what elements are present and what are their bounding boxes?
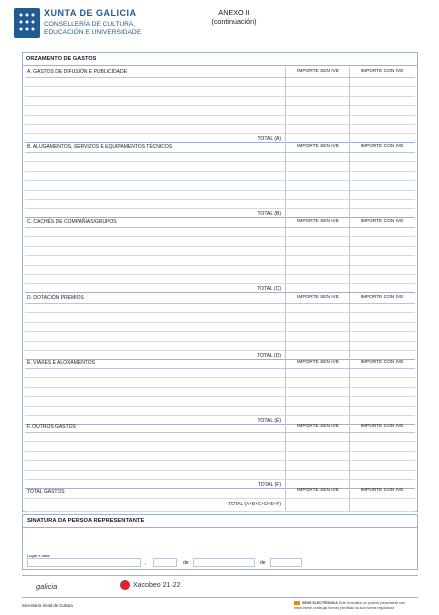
table-row[interactable] (25, 97, 415, 106)
budget-section-e (25, 358, 415, 425)
org-name: XUNTA DE GALICIA (44, 8, 137, 18)
table-row[interactable] (25, 332, 415, 341)
table-row[interactable] (25, 247, 415, 256)
galicia-logo: galicia (36, 582, 58, 591)
col-header-con-ive: IMPORTE CON IVE (360, 360, 404, 365)
section-header (25, 142, 415, 153)
col-header-sen-ive: IMPORTE SEN IVE (296, 219, 340, 224)
col-header-con-ive: IMPORTE CON IVE (360, 69, 404, 74)
table-row[interactable] (25, 200, 415, 209)
sum-col-sen-ive: IMPORTE SEN IVE (296, 488, 340, 493)
table-row[interactable] (25, 461, 415, 470)
section-rows (25, 78, 415, 134)
table-row[interactable] (25, 181, 415, 190)
place-date-label: Lugar e data (27, 553, 50, 558)
section-header (25, 422, 415, 433)
electronic-note: SEDE ELECTRÓNICA Este formulario só poderá presentarse nas https://sede.xunta.gal formas previstas na súa norma reguladora (294, 601, 405, 610)
table-row[interactable] (25, 116, 415, 125)
table-row[interactable] (25, 78, 415, 87)
table-row[interactable] (25, 125, 415, 134)
section-rows (25, 369, 415, 416)
section-header (25, 67, 415, 78)
section-total-label: TOTAL (D) (257, 352, 281, 359)
col-header-con-ive: IMPORTE CON IVE (360, 295, 404, 300)
section-total-label: TOTAL (C) (257, 286, 281, 293)
col-header-con-ive: IMPORTE CON IVE (360, 219, 404, 224)
table-row[interactable] (25, 153, 415, 162)
section-label: C. CACHÉS DE COMPAÑÍAS/GRUPOS (27, 219, 117, 225)
table-row[interactable] (25, 313, 415, 322)
col-header-sen-ive: IMPORTE SEN IVE (296, 360, 340, 365)
table-row[interactable] (25, 275, 415, 284)
table-row[interactable] (25, 87, 415, 96)
budget-section-b (25, 142, 415, 218)
section-total-label: TOTAL (F) (257, 481, 281, 488)
table-row[interactable] (25, 162, 415, 171)
budget-section-c (25, 217, 415, 293)
department-name: CONSELLERÍA DE CULTURA, EDUCACIÓN E UNIVERSIDADE (44, 21, 142, 36)
section-label: B. ALUGAMENTOS, SERVIZOS E EQUIPAMENTOS TÉCNICOS (27, 144, 173, 150)
table-row[interactable] (25, 471, 415, 480)
table-row[interactable] (25, 323, 415, 332)
section-total-label: TOTAL (B) (257, 211, 281, 218)
budget-frame (22, 52, 418, 512)
table-row[interactable] (25, 397, 415, 406)
table-row[interactable] (25, 433, 415, 442)
sum-col-con-ive: IMPORTE CON IVE (360, 488, 404, 493)
col-header-sen-ive: IMPORTE SEN IVE (296, 424, 340, 429)
table-row[interactable] (25, 452, 415, 461)
place-input[interactable] (27, 558, 141, 567)
section-label: D. DOTACIÓN PREMIOS (27, 295, 84, 301)
xacobeo-logo: Xacobeo 21·22 (120, 580, 180, 590)
budget-title: ORZAMENTO DE GASTOS (26, 56, 97, 62)
table-row[interactable] (25, 228, 415, 237)
budget-section-d (25, 293, 415, 360)
xacobeo-mark-icon (120, 580, 130, 590)
section-header (25, 293, 415, 304)
document-header (14, 6, 426, 52)
section-rows (25, 228, 415, 284)
col-header-con-ive: IMPORTE CON IVE (360, 144, 404, 149)
month-input[interactable] (193, 558, 255, 567)
section-rows (25, 153, 415, 209)
table-row[interactable] (25, 407, 415, 416)
col-header-sen-ive: IMPORTE SEN IVE (296, 69, 340, 74)
table-row[interactable] (25, 106, 415, 115)
table-row[interactable] (25, 442, 415, 451)
section-rows (25, 433, 415, 480)
section-label: A. GASTOS DE DIFUSIÓN E PUBLICIDADE (27, 69, 127, 75)
grand-total-area (25, 486, 415, 510)
total-formula-row (25, 499, 415, 512)
section-header (25, 358, 415, 369)
col-header-con-ive: IMPORTE CON IVE (360, 424, 404, 429)
table-row[interactable] (25, 342, 415, 351)
signature-title: SINATURA DA PERSOA REPRESENTANTE (27, 518, 145, 524)
section-label: F. OUTROS GASTOS (27, 424, 76, 430)
section-header (25, 217, 415, 228)
year-input[interactable] (270, 558, 302, 567)
col-header-sen-ive: IMPORTE SEN IVE (296, 295, 340, 300)
annex-heading: ANEXO II (continuación) (211, 8, 257, 26)
day-input[interactable] (153, 558, 177, 567)
section-label: E. VIAXES E ALOXAMENTOS (27, 360, 95, 366)
table-row[interactable] (25, 378, 415, 387)
total-gastos-label: TOTAL GASTOS (27, 489, 65, 495)
budget-section-a (25, 67, 415, 143)
table-row[interactable] (25, 256, 415, 265)
table-row[interactable] (25, 266, 415, 275)
total-gastos-row (25, 486, 415, 499)
section-total-label: TOTAL (E) (257, 417, 281, 424)
table-row[interactable] (25, 172, 415, 181)
section-total-row (25, 284, 415, 293)
total-formula-label: TOTAL (A+B+C+D+E+F) (228, 502, 281, 507)
signature-box: SINATURA DA PERSOA REPRESENTANTE Lugar e data , de de (22, 514, 418, 570)
sede-badge-icon (294, 601, 300, 605)
budget-section-f (25, 422, 415, 489)
col-header-sen-ive: IMPORTE SEN IVE (296, 144, 340, 149)
footer-logos (22, 575, 418, 598)
table-row[interactable] (25, 304, 415, 313)
table-row[interactable] (25, 191, 415, 200)
table-row[interactable] (25, 388, 415, 397)
xunta-shield-logo-icon (14, 8, 40, 38)
section-total-label: TOTAL (A) (257, 136, 281, 143)
table-row[interactable] (25, 237, 415, 246)
table-row[interactable] (25, 369, 415, 378)
section-rows (25, 304, 415, 351)
secretaria-label: Secretaría Xeral de Cultura (22, 603, 73, 608)
